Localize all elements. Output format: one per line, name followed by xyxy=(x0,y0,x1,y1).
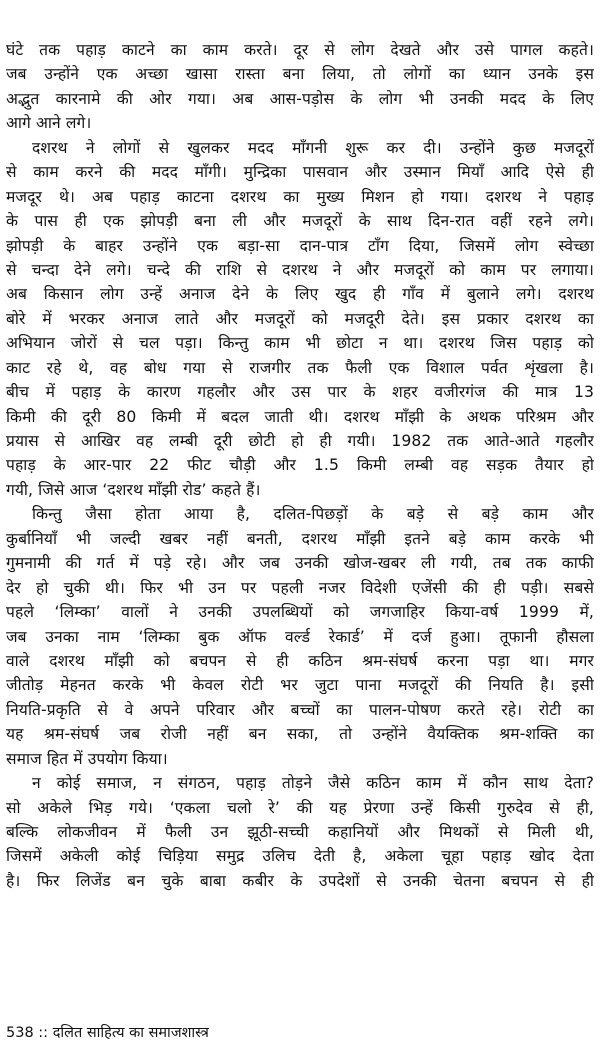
page-number: 538 xyxy=(6,1025,34,1041)
text-line: झोपड़ी के बाहर उन्होंने एक बड़ा-सा दान-पात्र टाँग दिया, जिसमें लोग स्वेच्छा xyxy=(6,236,594,255)
text-line: पहाड़ के आर-पार 22 फीट चौड़ी और 1.5 किमी लम्बी वह सड़क तैयार हो xyxy=(6,456,594,475)
text-line: पहले ‘लिम्का’ वालों ने उनकी उपलब्धियों को जगजाहिर किया-वर्ष 1999 में, xyxy=(6,603,594,622)
book-title: दलित साहित्य का समाजशास्त्र xyxy=(52,1025,209,1041)
text-line: गुमनामी की गर्त में पड़े रहे। और जब उनकी खोज-खबर ली गयी, तब तक काफी xyxy=(6,554,594,573)
text-line: जब उन्होंने एक अच्छा खासा रास्ता बना लिया, तो लोगों का ध्यान उनके इस xyxy=(6,65,594,84)
text-line: से काम करने की मदद माँगी। मुन्द्रिका पासवान और उस्मान मियाँ आदि ऐसे ही xyxy=(6,163,594,182)
text-line: प्रयास से आखिर वह लम्बी दूरी छोटी हो ही गयी। 1982 तक आते-आते गहलौर xyxy=(6,432,594,450)
text-line: से चन्दा देने लगे। चन्दे की राशि से दशरथ ने और मजदूरों को काम पर लगाया। xyxy=(6,260,594,279)
text-line: मजदूर थे। अब पहाड़ काटना दशरथ का मुख्य मिशन हो गया। दशरथ ने पहाड़ xyxy=(6,187,594,206)
footer-separator: :: xyxy=(38,1025,49,1041)
text-line: सो अकेले भिड़ गये। ‘एकला चलो रे’ की यह प्रेरणा उन्हें किसी गुरुदेव से ही, xyxy=(6,798,594,817)
text-line: यह श्रम-संघर्ष जब रोजी नहीं बन सका, तो उन्होंने वैयक्तिक श्रम-शक्ति का xyxy=(6,725,594,744)
text-line: जीतोड़ मेहनत करके भी केवल रोटी भर जुटा पाना मजदूरों की नियति है। इसी xyxy=(6,676,594,695)
text-line: बीच में पहाड़ के कारण गहलौर और उस पार के शहर वजीरगंज की मात्र 13 xyxy=(6,383,594,402)
text-line: समाज हित में उपयोग किया। xyxy=(6,749,168,768)
text-line: अद्भुत कारनामे की ओर गया। अब आस-पड़ोस के लोग भी उनकी मदद के लिए xyxy=(6,89,594,108)
text-line: जिसमें अकेली कोई चिड़िया समुद्र उलिच देती है, अकेला चूहा पहाड़ खोद देता xyxy=(6,847,594,866)
text-line: घंटे तक पहाड़ काटने का काम करते। दूर से लोग देखते और उसे पागल कहते। xyxy=(6,41,594,59)
text-line: बोरे में भरकर अनाज लाते और मजदूरों को मजदूरी देते। इस प्रकार दशरथ का xyxy=(6,309,594,328)
text-line: है। फिर लिजेंड बन चुके बाबा कबीर के उपदेशों से उनकी चेतना बचपन से ही xyxy=(6,871,594,890)
text-line: किमी की दूरी 80 किमी में बदल जाती थी। दशरथ माँझी के अथक परिश्रम और xyxy=(6,407,594,426)
text-line: अभियान जोरों से चल पड़ा। किन्तु काम भी छोटा न था। दशरथ जिस पहाड़ को xyxy=(6,334,594,353)
page-footer xyxy=(6,1022,209,1044)
text-line: जब उनका नाम ‘लिम्का बुक ऑफ वर्ल्ड रेकार्ड’ में दर्ज हुआ। तूफानी हौसला xyxy=(6,627,594,646)
text-line: बल्कि लोकजीवन में फैली उन झूठी-सच्ची कहानियों और मिथकों से मिली थी, xyxy=(6,823,594,841)
text-line: कुर्बानियाँ भी जल्दी खबर नहीं बनती, दशरथ माँझी इतने बड़े काम करके भी xyxy=(6,529,594,548)
text-line: अब किसान लोग उन्हें अनाज देने के लिए खुद ही गाँव में बुलाने लगे। दशरथ xyxy=(6,285,594,304)
text-line: आगे आने लगे। xyxy=(6,114,92,133)
text-line: नियति-प्रकृति से वे अपने परिवार और बच्चों का पालन-पोषण करते रहे। रोटी का xyxy=(6,700,594,719)
text-line: गयी, जिसे आज ‘दशरथ माँझी रोड’ कहते हैं। xyxy=(6,480,261,499)
text-line: दशरथ ने लोगों से खुलकर मदद माँगनी शुरू कर दी। उन्होंने कुछ मजदूरों xyxy=(32,138,594,157)
text-line: काट रहे थे, वह बोध गया से राजगीर तक फैली एक विशाल पर्वत शृंखला है। xyxy=(6,358,594,377)
body-text xyxy=(6,38,594,893)
text-line: किन्तु जैसा होता आया है, दलित-पिछड़ों के बड़े से बड़े काम और xyxy=(32,505,594,524)
text-line: के पास ही एक झोपड़ी बना ली और मजदूरों के साथ दिन-रात वहीं रहने लगे। xyxy=(6,212,594,231)
text-line: देर हो चुकी थी। फिर भी उन पर पहली नजर विदेशी एजेंसी की ही पड़ी। सबसे xyxy=(6,578,594,597)
text-line: वाले दशरथ माँझी को बचपन से ही कठिन श्रम-संघर्ष करना पड़ा था। मगर xyxy=(6,651,594,670)
text-line: न कोई समाज, न संगठन, पहाड़ तोड़ने जैसे कठिन काम में कौन साथ देता? xyxy=(32,774,594,793)
